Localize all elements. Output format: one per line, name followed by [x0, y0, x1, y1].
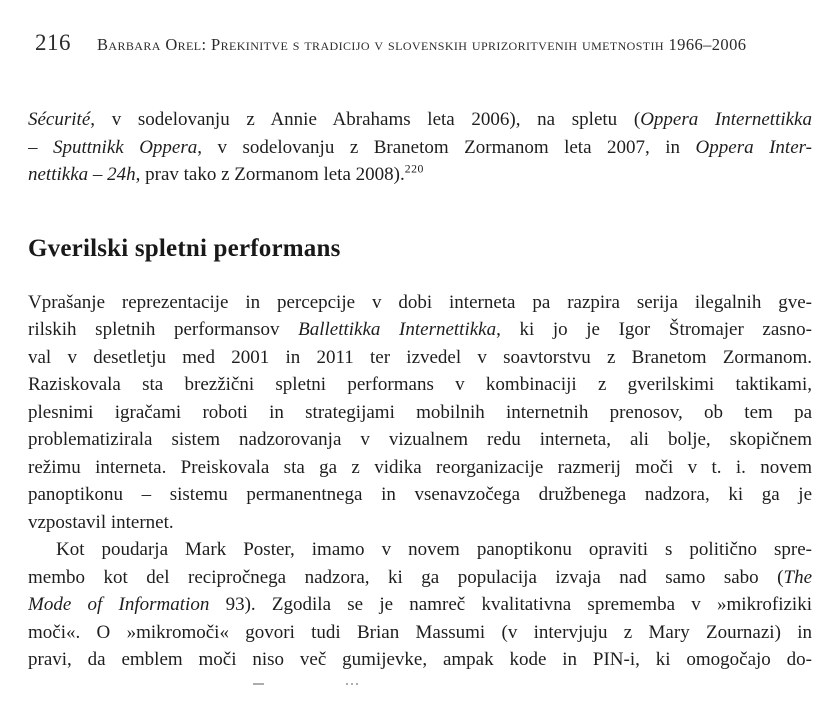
text-segment: 93). Zgodila se je namreč kvalitativna sprememba v »mikrofiziki [209, 594, 812, 615]
text-segment: pravi, da emblem moči niso več gumijevke, ampak kode in PIN-i, ki omogočajo do- [28, 649, 812, 670]
text-segment: , prav tako z Zormanom leta 2008). [135, 164, 405, 185]
text-line [28, 106, 812, 134]
clipped-glyph-fragment [346, 683, 348, 685]
section-heading: Gverilski spletni performans [28, 234, 341, 262]
text-segment: , v sodelovanju z Branetom Zormanom leta 2007, in [197, 136, 696, 158]
text-line [28, 591, 812, 619]
text-line [28, 371, 812, 399]
text-line [28, 509, 812, 537]
text-line [28, 536, 812, 564]
body-paragraph [28, 536, 812, 674]
text-line [28, 289, 812, 317]
text-segment: , v sodelovanju z Annie Abrahams leta 2006), na spletu ( [90, 109, 641, 130]
page-body [28, 106, 812, 688]
text-segment: Sécurité [28, 109, 91, 130]
text-segment: Vprašanje reprezentacije in percepcije v dobi interneta pa razpira serija ilegalnih gve- [28, 291, 812, 313]
text-segment: panoptikonu – sistemu permanentnega in vsenavzočega družbenega nadzora, ki ga je [28, 484, 812, 505]
text-segment: Mode of Information [28, 594, 210, 615]
text-segment: režimu interneta. Preiskovala sta ga z vidika reorganizacije razmerij moči v t. i. novem [28, 456, 812, 478]
text-segment: Raziskovala sta brezžični spletni performans v kombinaciji z gverilskimi taktikami, [28, 374, 812, 395]
text-line [28, 161, 812, 189]
text-segment: rilskih spletnih performansov [28, 319, 299, 340]
text-segment: problematizirala sistem nadzorovanja v vizualnem redu interneta, ali bolje, skopičnem [28, 429, 812, 450]
text-line [28, 564, 812, 592]
page-header [28, 30, 812, 56]
footnote-ref: 220 [404, 162, 424, 176]
text-segment: plesnimi igračami roboti in strategijami mobilnih internetnih prenosov, ob tem pa [28, 401, 812, 423]
text-line [28, 426, 812, 454]
text-line [28, 399, 812, 427]
text-line [28, 481, 812, 509]
text-line [28, 316, 812, 344]
text-segment: moči«. O »mikromoči« govori tudi Brian Massumi (v intervjuju z Mary Zournazi) in [28, 621, 812, 643]
body-paragraph [28, 289, 812, 537]
text-line [28, 646, 812, 674]
text-segment: Ballettikka Internettikka [298, 319, 497, 340]
clipped-glyph-fragment [351, 683, 353, 685]
text-segment: val v desetletju med 2001 in 2011 ter izvedel v soavtorstvu z Branetom Zormanom. [28, 346, 812, 368]
text-segment: membo kot del recipročnega nadzora, ki ga populacija izvaja nad samo sabo ( [28, 566, 784, 588]
text-line [28, 619, 812, 647]
page-number: 216 [35, 30, 71, 55]
running-title: Barbara Orel: Prekinitve s tradicijo v slovenskih uprizoritvenih umetnostih 1966–2006 [97, 35, 747, 54]
clipped-glyph-fragment [356, 683, 358, 685]
text-segment: Oppera Inter- [695, 136, 812, 158]
clipped-glyph-fragment [253, 683, 264, 685]
text-segment: Oppera Internettikka [640, 109, 812, 130]
continuation-paragraph [28, 106, 812, 189]
text-segment: vzpostavil internet. [28, 511, 174, 533]
text-segment: The [783, 566, 812, 588]
text-line [28, 454, 812, 482]
clipped-next-line [28, 674, 812, 688]
text-segment: nettikka – 24h [28, 164, 136, 185]
text-line [28, 344, 812, 372]
text-line [28, 134, 812, 162]
text-segment: , ki jo je Igor Štromajer zasno- [496, 319, 812, 340]
text-segment: – Sputtnikk Oppera [28, 136, 198, 158]
text-segment: Kot poudarja Mark Poster, imamo v novem panoptikonu opraviti s politično spre- [56, 539, 812, 560]
